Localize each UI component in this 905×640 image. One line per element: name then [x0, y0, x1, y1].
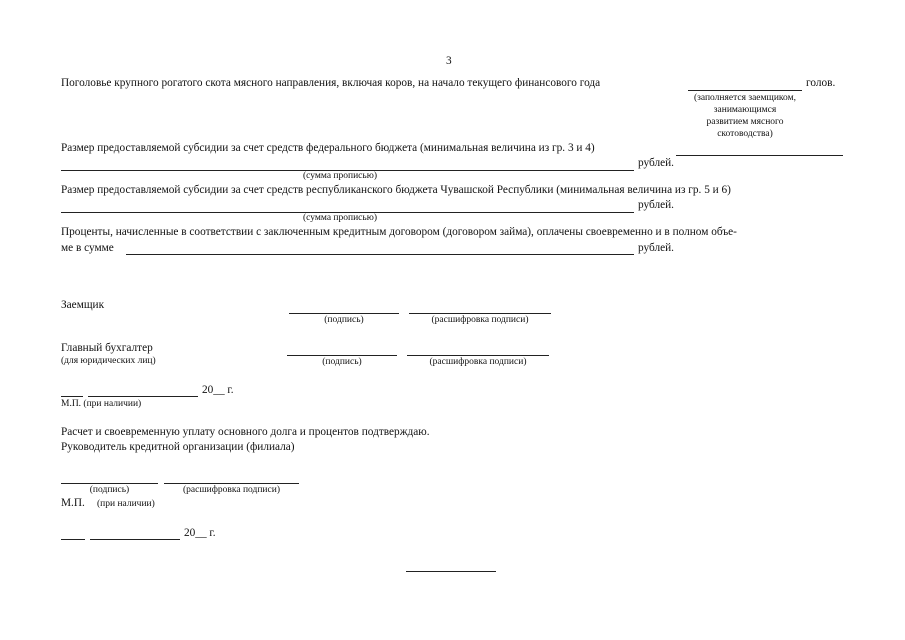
borrower-sign-caption: (подпись): [324, 315, 364, 325]
interest-text-line1: Проценты, начисленные в соответствии с заключенным кредитным договором (договором займа), оплачены своевременно и в полном объе-: [61, 226, 737, 238]
livestock-note-1: (заполняется заемщиком,: [693, 93, 797, 103]
borrower-decode-caption: (расшифровка подписи): [431, 315, 529, 325]
livestock-unit: голов.: [806, 77, 836, 89]
accountant-sublabel: (для юридических лиц): [61, 356, 156, 366]
bank-decode-caption: (расшифровка подписи): [183, 485, 280, 495]
borrower-decode-line[interactable]: [409, 313, 551, 314]
date1-year: 20__ г.: [202, 384, 234, 396]
accountant-decode-caption: (расшифровка подписи): [429, 357, 527, 367]
federal-subsidy-label: Размер предоставляемой субсидии за счет средств федерального бюджета (минимальная величина из гр. 3 и 4): [61, 142, 595, 154]
livestock-note-2: занимающимся: [713, 105, 777, 115]
bank-decode-line[interactable]: [164, 483, 299, 484]
interest-amount-line[interactable]: [126, 254, 634, 255]
confirm-line1: Расчет и своевременную уплату основного долга и процентов подтверждаю.: [61, 426, 430, 438]
livestock-label: Поголовье крупного рогатого скота мясного направления, включая коров, на начало текущего финансового года: [61, 77, 601, 89]
federal-amount-line[interactable]: [676, 155, 843, 156]
republic-subsidy-label: Размер предоставляемой субсидии за счет средств республиканского бюджета Чувашской Республики (минимальная величина из гр. 5 и 6): [61, 184, 731, 196]
livestock-input-line[interactable]: [688, 90, 802, 91]
date1-day-line[interactable]: [61, 396, 83, 397]
interest-text-line2: ме в сумме: [61, 242, 114, 254]
livestock-note-4: скотоводства): [717, 129, 773, 139]
page-number: 3: [446, 55, 452, 67]
accountant-signature-line[interactable]: [287, 355, 397, 356]
federal-unit: рублей.: [638, 157, 674, 169]
bank-signature-line[interactable]: [61, 483, 158, 484]
date2-month-line[interactable]: [90, 539, 180, 540]
federal-caption: (сумма прописью): [303, 171, 377, 181]
date2-year: 20__ г.: [184, 527, 216, 539]
accountant-sign-caption: (подпись): [322, 357, 362, 367]
date1-month-line[interactable]: [88, 396, 198, 397]
borrower-label: Заемщик: [61, 299, 105, 311]
livestock-note-3: развитием мясного: [706, 117, 784, 127]
confirm-line2: Руководитель кредитной организации (филиала): [61, 441, 295, 453]
republic-caption: (сумма прописью): [303, 213, 377, 223]
stamp-place-1: М.П. (при наличии): [61, 399, 142, 409]
date2-day-line[interactable]: [61, 539, 85, 540]
republic-unit: рублей.: [638, 199, 674, 211]
stamp-place-2: М.П.: [61, 497, 85, 509]
accountant-label: Главный бухгалтер: [61, 342, 153, 354]
borrower-signature-line[interactable]: [289, 313, 399, 314]
stamp-place-2-note: (при наличии): [97, 499, 155, 509]
footer-separator: [406, 571, 496, 572]
accountant-decode-line[interactable]: [407, 355, 549, 356]
bank-sign-caption: (подпись): [89, 485, 130, 495]
interest-unit: рублей.: [638, 242, 674, 254]
